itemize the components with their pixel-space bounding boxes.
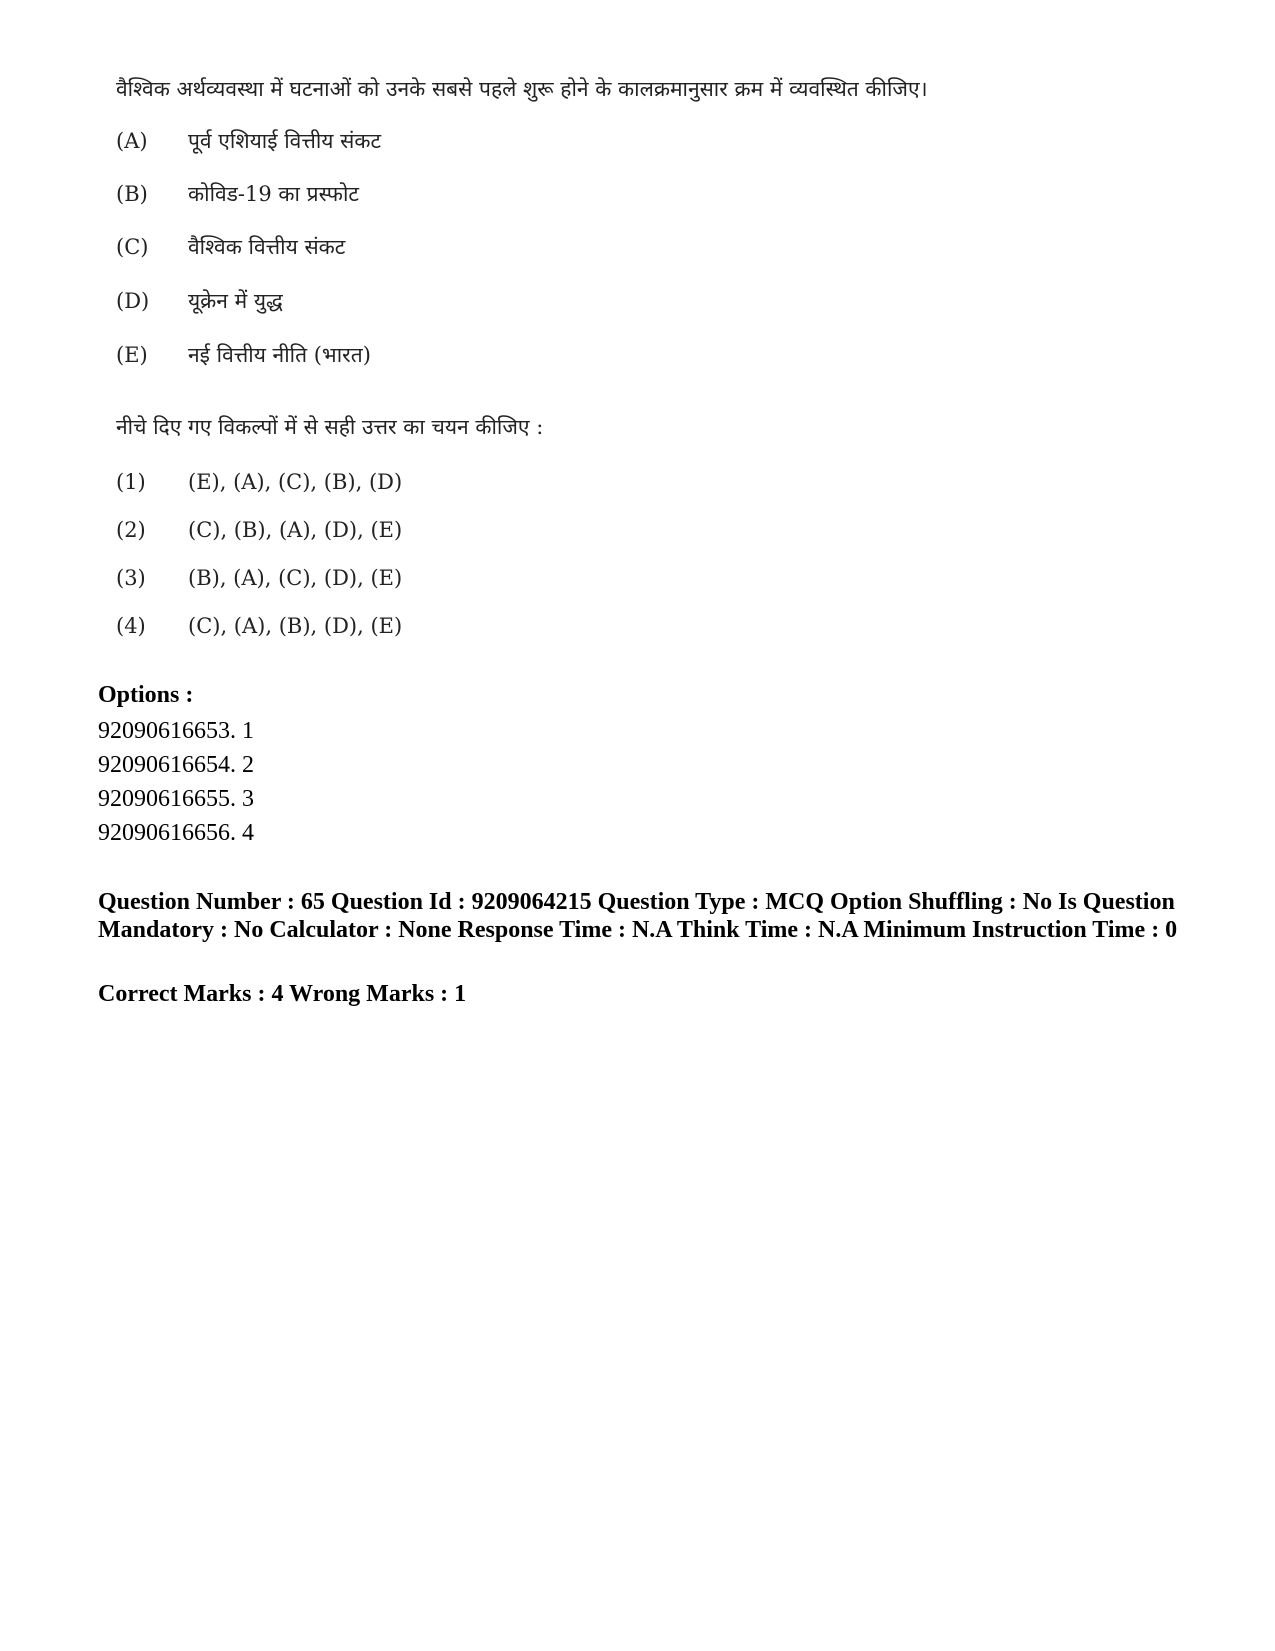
question-instruction: नीचे दिए गए विकल्पों में से सही उत्तर का चयन कीजिए :	[116, 415, 544, 439]
item-label: (A)	[116, 129, 148, 153]
list-item	[116, 286, 283, 316]
options-heading: Options :	[98, 682, 194, 708]
options-section	[98, 680, 254, 850]
choice-text: (C), (A), (B), (D), (E)	[188, 614, 403, 638]
choice-item	[116, 563, 402, 593]
option-item[interactable]: 92090616653. 1	[98, 718, 254, 744]
item-text: कोविड-19 का प्रस्फोट	[188, 182, 359, 206]
item-text: यूक्रेन में युद्ध	[188, 289, 283, 313]
item-label: (B)	[116, 182, 148, 206]
item-text: नई वित्तीय नीति (भारत)	[188, 343, 371, 367]
choice-item	[116, 467, 402, 497]
choice-text: (E), (A), (C), (B), (D)	[188, 470, 403, 494]
choice-label: (4)	[116, 614, 146, 638]
question-stem: वैश्विक अर्थव्यवस्था में घटनाओं को उनके सबसे पहले शुरू होने के कालक्रमानुसार क्रम में व्यवस्थित कीजिए।	[116, 77, 928, 101]
list-item	[116, 179, 359, 209]
list-item	[116, 126, 381, 156]
list-item	[116, 340, 371, 370]
item-text: वैश्विक वित्तीय संकट	[188, 235, 346, 259]
choice-item	[116, 611, 402, 641]
choice-label: (1)	[116, 470, 146, 494]
choice-text: (B), (A), (C), (D), (E)	[188, 566, 403, 590]
marks-info: Correct Marks : 4 Wrong Marks : 1	[98, 981, 467, 1007]
option-item[interactable]: 92090616655. 3	[98, 786, 254, 812]
option-item[interactable]: 92090616654. 2	[98, 752, 254, 778]
item-label: (C)	[116, 235, 149, 259]
item-label: (D)	[116, 289, 150, 313]
choice-label: (3)	[116, 566, 146, 590]
choice-item	[116, 515, 402, 545]
question-meta: Question Number : 65 Question Id : 9209064215 Question Type : MCQ Option Shuffling : No Is Question Mandatory : No Calculator : None Response Time : N.A Think Time : N.A Minimum Instruction Time : 0	[98, 889, 1178, 943]
item-label: (E)	[116, 343, 148, 367]
item-text: पूर्व एशियाई वित्तीय संकट	[188, 129, 382, 153]
choice-label: (2)	[116, 518, 146, 542]
choice-text: (C), (B), (A), (D), (E)	[188, 518, 403, 542]
list-item	[116, 232, 345, 262]
option-item[interactable]: 92090616656. 4	[98, 820, 254, 846]
